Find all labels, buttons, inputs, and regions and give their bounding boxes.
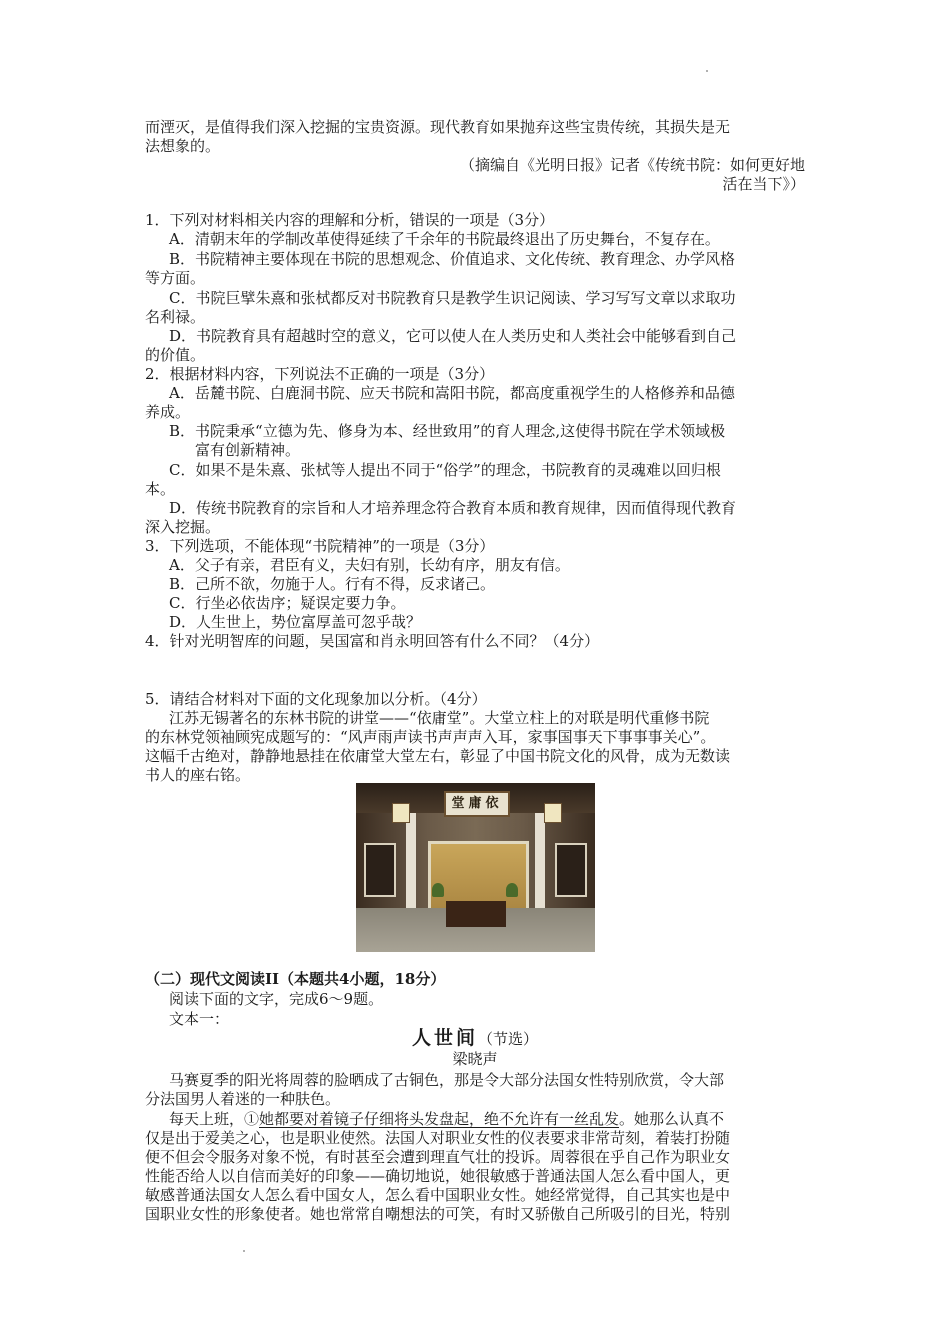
paragraph-line: 的东林党领袖顾宪成题写的：“风声雨声读书声声声入耳，家事国事天下事事事关心”。 [145,728,716,746]
option-b-cont: 富有创新精神。 [195,441,301,459]
underlined-sentence-1: 她都要对着镜子仔细将头发盘起，绝不允许有一丝乱发 [259,1110,620,1128]
text-label: 文本一： [169,1010,230,1028]
option-b-cont: 等方面。 [145,269,206,287]
story-text: 。她那么认真不 [619,1110,725,1128]
story-title-note: （节选） [478,1030,539,1048]
option-d-cont: 的价值。 [145,346,206,364]
story-line [169,1110,815,1129]
option-d-cont: 深入挖掘。 [145,518,221,536]
option-c: C．书院巨擘朱熹和张栻都反对书院教育只是教学生识记阅读、学习写写文章以求取功 [169,289,736,307]
plant-icon [506,883,518,897]
option-a-cont: 养成。 [145,403,191,421]
option-b: B．书院秉承“立德为先、修身为本、经世致用”的育人理念,这使得书院在学术领域极 [169,422,726,440]
photo-column [406,813,416,923]
option-c: C．如果不是朱熹、张栻等人提出不同于“俗学”的理念，书院教育的灵魂难以回归根 [169,461,721,479]
section-heading: （二）现代文阅读II（本题共4小题，18分） [145,970,446,988]
plant-icon [432,883,444,897]
photo-window [555,843,587,897]
option-c-cont: 本。 [145,480,176,498]
photo-window [364,843,396,897]
question-4-stem: 4．针对光明智库的问题，吴国富和肖永明回答有什么不同？（4分） [145,632,600,650]
story-title-line [145,1029,805,1049]
option-a: A．岳麓书院、白鹿洞书院、应天书院和嵩阳书院，都高度重视学生的人格修养和品德 [169,384,735,402]
passage-end-line: 法想象的。 [145,137,221,155]
paragraph-line: 江苏无锡著名的东林书院的讲堂——“依庸堂”。大堂立柱上的对联是明代重修书院 [169,709,710,727]
question-2-stem: 2．根据材料内容，下列说法不正确的一项是（3分） [145,365,495,383]
source-citation: 活在当下》） [722,175,805,193]
option-b: B．己所不欲，勿施于人。行有不得，反求诸己。 [169,575,496,593]
option-d: D．传统书院教育的宗旨和人才培养理念符合教育本质和教育规律，因而值得现代教育 [169,499,737,517]
yiyong-hall-photo [356,783,595,952]
passage-end-line: 而湮灭，是值得我们深入挖掘的宝贵资源。现代教育如果抛弃这些宝贵传统，其损失是无 [145,118,731,136]
lantern-icon [392,803,410,823]
lantern-icon [544,803,562,823]
hall-plaque: 堂庸依 [444,791,510,817]
question-5-stem: 5．请结合材料对下面的文化现象加以分析。（4分） [145,690,487,708]
photo-table [446,901,506,927]
story-line: 分法国男人着迷的一种肤色。 [145,1090,341,1108]
story-text: 每天上班，① [169,1110,260,1128]
scan-speck [243,1250,245,1252]
story-line: 便不但会令服务对象不悦，有时甚至会遭到理直气壮的投诉。周蓉很在乎自己作为职业女 [145,1148,731,1166]
option-c: C．行坐必依齿序；疑误定要力争。 [169,594,406,612]
paragraph-line: 这幅千古绝对，静静地悬挂在依庸堂大堂左右，彰显了中国书院文化的风骨，成为无数读 [145,747,731,765]
story-title: 人世间 [411,1027,478,1049]
option-d: D．人生世上，势位富厚盖可忽乎哉？ [169,613,422,631]
story-line: 性能否给人以自信而美好的印象——确切地说，她很敏感于普通法国人怎么看中国人，更 [145,1167,731,1185]
paragraph-line: 书人的座右铭。 [145,766,251,784]
story-author: 梁晓声 [452,1050,498,1068]
photo-column [535,813,545,923]
story-line: 国职业女性的形象使者。她也常常自嘲想法的可笑，有时又骄傲自己所吸引的目光，特别 [145,1205,731,1223]
option-a: A．父子有亲，君臣有义，夫妇有别，长幼有序，朋友有信。 [169,556,570,574]
option-b: B．书院精神主要体现在书院的思想观念、价值追求、文化传统、教育理念、办学风格 [169,250,736,268]
option-a: A．清朝末年的学制改革使得延续了千余年的书院最终退出了历史舞台，不复存在。 [169,230,720,248]
section-instruction: 阅读下面的文字，完成6～9题。 [169,990,384,1008]
story-line: 敏感普通法国女人怎么看中国女人，怎么看中国职业女性。她经常觉得，自己其实也是中 [145,1186,731,1204]
option-c-cont: 名利禄。 [145,308,206,326]
question-3-stem: 3．下列选项，不能体现“书院精神”的一项是（3分） [145,537,495,555]
source-citation: （摘编自《光明日报》记者《传统书院：如何更好地 [459,156,805,174]
question-1-stem: 1．下列对材料相关内容的理解和分析，错误的一项是（3分） [145,211,555,229]
scan-speck [706,70,708,72]
story-line: 仅是出于爱美之心，也是职业使然。法国人对职业女性的仪表要求非常苛刻，着装打扮随 [145,1129,731,1147]
story-line: 马赛夏季的阳光将周蓉的脸晒成了古铜色，那是令大部分法国女性特别欣赏，令大部 [169,1071,725,1089]
option-d: D．书院教育具有超越时空的意义，它可以使人在人类历史和人类社会中能够看到自己 [169,327,737,345]
